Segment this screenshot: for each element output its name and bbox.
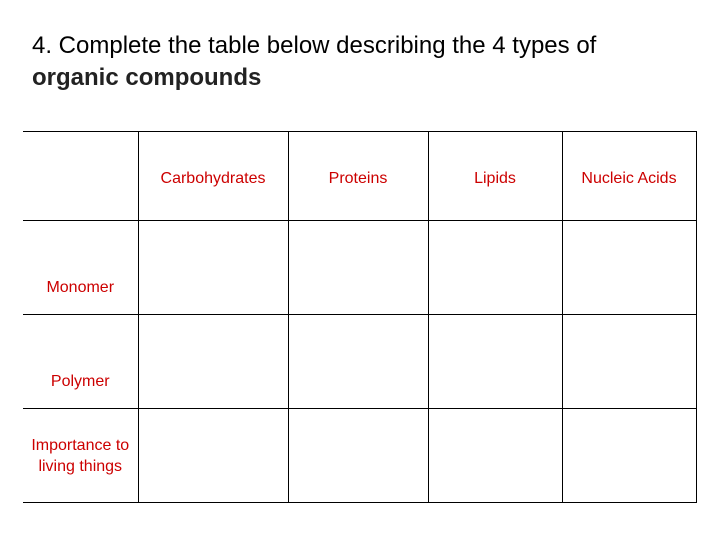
answer-cell[interactable] <box>562 315 696 409</box>
table-row-polymer <box>23 315 696 409</box>
column-header-carbohydrates: Carbohydrates <box>138 132 288 221</box>
row-label-importance <box>23 409 138 503</box>
answer-cell[interactable] <box>138 221 288 315</box>
row-label-text: Importance to living things <box>31 436 130 475</box>
table-header-row <box>23 132 696 221</box>
answer-cell[interactable] <box>288 315 428 409</box>
row-label-monomer <box>23 221 138 315</box>
row-label-text: Polymer <box>50 373 110 390</box>
answer-cell[interactable] <box>428 221 562 315</box>
answer-cell[interactable] <box>562 409 696 503</box>
column-header-proteins: Proteins <box>288 132 428 221</box>
answer-cell[interactable] <box>288 221 428 315</box>
answer-cell[interactable] <box>428 315 562 409</box>
table-row-monomer <box>23 221 696 315</box>
answer-cell[interactable] <box>562 221 696 315</box>
answer-cell[interactable] <box>138 409 288 503</box>
row-label-text: Monomer <box>46 279 115 296</box>
header-corner-cell <box>23 132 138 221</box>
question-heading <box>32 30 712 94</box>
answer-cell[interactable] <box>138 315 288 409</box>
answer-cell[interactable] <box>428 409 562 503</box>
column-header-lipids: Lipids <box>428 132 562 221</box>
table-row-importance <box>23 409 696 503</box>
organic-compounds-table <box>23 131 697 503</box>
row-label-polymer <box>23 315 138 409</box>
question-emphasis: organic compounds <box>32 64 262 91</box>
column-header-nucleic-acids: Nucleic Acids <box>562 132 696 221</box>
question-text: 4. Complete the table below describing the 4 types of <box>32 32 597 59</box>
answer-cell[interactable] <box>288 409 428 503</box>
